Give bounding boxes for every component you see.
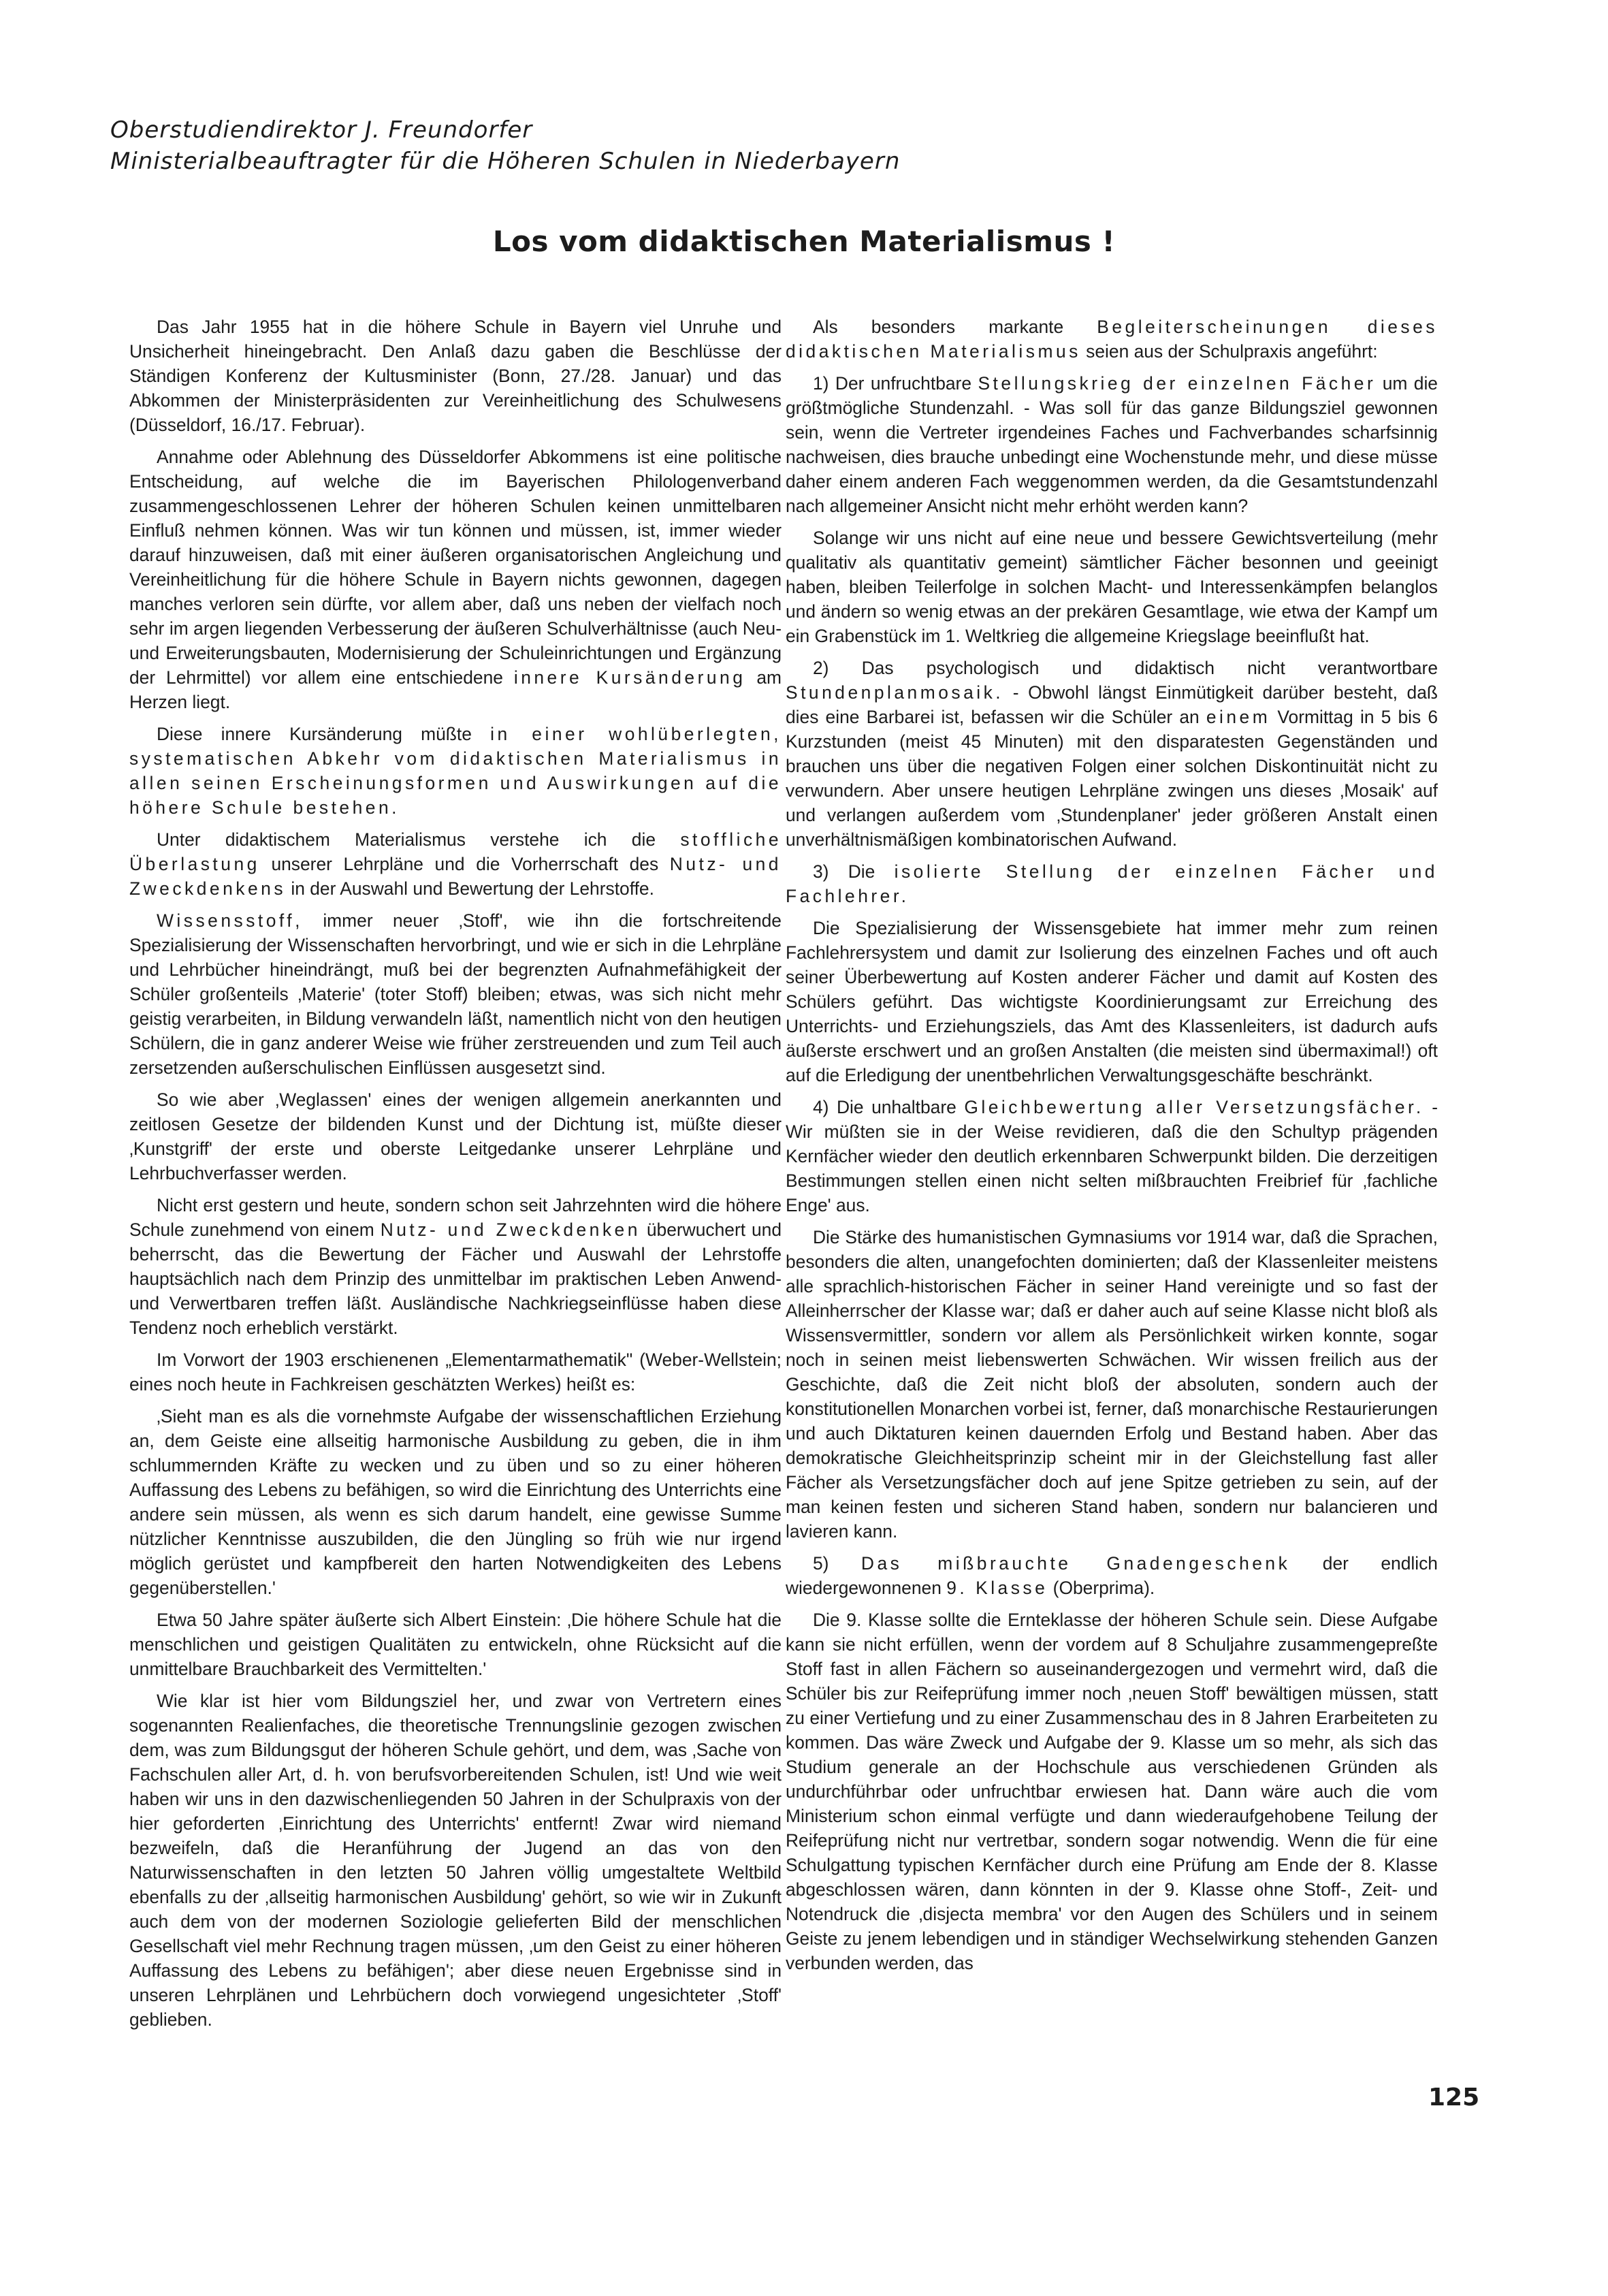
paragraph: Das Jahr 1955 hat in die höhere Schule in Bayern viel Unruhe und Unsicherheit hineingebracht. Den Anlaß dazu gaben die Beschlüsse der Ständigen Konferenz der Kultusminister (Bonn, 27./28. Januar) und das Abkommen der Ministerpräsidenten zur Vereinheitlichung des Schulwesens (Düsseldorf, 16./17. Februar).	[129, 317, 782, 435]
paragraph: Als besonders markante Begleiterscheinungen dieses didaktischen Materialismus seien aus der Schulpraxis angeführt:	[786, 317, 1438, 362]
paragraph: Nicht erst gestern und heute, sondern schon seit Jahrzehnten wird die höhere Schule zunehmend von einem Nutz- und Zweckdenken überwuchert und beherrscht, das die Bewertung der Fächer und Auswahl der Lehrstoffe hauptsächlich nach dem Prinzip des unmittelbar im praktischen Leben Anwend- und Verwertbaren treffen läßt. Ausländische Nachkriegseinflüsse haben diese Tendenz noch erheblich verstärkt.	[129, 1195, 782, 1338]
paragraph: Die 9. Klasse sollte die Ernteklasse der höheren Schule sein. Diese Aufgabe kann sie nicht erfüllen, wenn der vordem auf 8 Schuljahre zusammengepreßte Stoff fast in allen Fächern so auseinandergezogen und vermehrt wird, daß die Schüler bis zur Reifeprüfung immer noch ‚neuen Stoff' bewältigen müssen, statt zu einer Vertiefung und zu einer Zusammenschau des in 8 Jahren Erarbeiteten zu kommen. Das wäre Zweck und Aufgabe der 9. Klasse um so mehr, als sich das Studium generale an der Hochschule aus verschiedenen Gründen als undurchführbar oder unfruchtbar erwiesen hat. Dann wäre auch die vom Ministerium schon einmal verfügte und dann wiederaufgehobene Teilung der Reifeprüfung nicht nur vertretbar, sondern sogar notwendig. Wenn die für eine Schulgattung typischen Kernfächer durch eine Prüfung am Ende der 8. Klasse abgeschlossen wären, dann könnten in der 9. Klasse ohne Stoff-, Zeit- und Notendruck die ‚disjecta membra' vor den Augen des Schülers und in seinem Geiste zu jenem lebendigen und in ständiger Wechselwirkung stehenden Ganzen verbunden werden, das	[786, 1610, 1438, 1973]
author-position: Ministerialbeauftragter für die Höheren Schulen in Niederbayern	[110, 148, 901, 175]
paragraph: Diese innere Kursänderung müßte in einer wohlüberlegten, systematischen Abkehr vom didaktischen Materialismus in allen seinen Erscheinungsformen und Auswirkungen auf die höhere Schule bestehen.	[129, 724, 782, 818]
left-column	[129, 315, 782, 2039]
author-block	[110, 114, 1404, 177]
paragraph: Wissensstoff, immer neuer ‚Stoff', wie ihn die fortschreitende Spezialisierung der Wissenschaften hervorbringt, und wie er sich in die Lehrpläne und Lehrbücher hineindrängt, muß bei der begrenzten Aufnahmefähigkeit der Schüler großenteils ‚Materie' (toter Stoff) bleiben; etwas, was sich nicht mehr geistig verarbeiten, in Bildung verwandeln läßt, namentlich nicht von den heutigen Schülern, die in ganz anderer Weise wie früher zerstreuenden und zum Teil auch zersetzenden außerschulischen Einflüssen ausgesetzt sind.	[129, 910, 782, 1078]
quote-paragraph: ‚Sieht man es als die vornehmste Aufgabe der wissenschaftlichen Erziehung an, dem Geiste eine allseitig harmonische Ausbildung zu geben, die in ihm schlummernden Kräfte zu wecken und zu üben und so zu einer höheren Auffassung des Lebens zu befähigen, so wird die Einrichtung des Unterrichts eine andere sein müssen, als wenn es sich darum handelt, eine gewisse Summe nützlicher Kenntnisse auszubilden, die den Jüngling so früh wie nur irgend möglich gerüstet und kampfbereit den harten Notwendigkeiten des Lebens gegenüberstellen.'	[129, 1406, 782, 1598]
paragraph: Annahme oder Ablehnung des Düsseldorfer Abkommens ist eine politische Entscheidung, auf welche die im Bayerischen Philologenverband zusammengeschlossenen Lehrer der höheren Schulen keinen unmittelbaren Einfluß nehmen können. Was wir tun können und müssen, ist, immer wieder darauf hinzuweisen, daß mit einer äußeren organisatorischen Angleichung und Vereinheitlichung für die höhere Schule in Bayern nichts gewonnen, dagegen manches verloren sein dürfte, vor allem aber, daß uns neben der vielfach noch sehr im argen liegenden Verbesserung der äußeren Schulverhältnisse (auch Neu- und Erweiterungsbauten, Modernisierung der Schuleinrichtungen und Ergänzung der Lehrmittel) vor allem eine entschiedene innere Kursänderung am Herzen liegt.	[129, 447, 782, 712]
paragraph: Unter didaktischem Materialismus verstehe ich die stoffliche Überlastung unserer Lehrpläne und die Vorherrschaft des Nutz- und Zweckdenkens in der Auswahl und Bewertung der Lehrstoffe.	[129, 829, 782, 899]
paragraph: 3) Die isolierte Stellung der einzelnen Fächer und Fachlehrer.	[786, 861, 1438, 906]
right-column	[786, 315, 1438, 1983]
paragraph: Solange wir uns nicht auf eine neue und bessere Gewichtsverteilung (mehr qualitativ als quantitativ gemeint) sämtlicher Fächer besonnen und geeinigt haben, bleiben Teilerfolge in solchen Macht- und Interessenkämpfen belanglos und ändern so wenig etwas an der prekären Gesamtlage, wie etwa der Kampf um ein Grabenstück im 1. Weltkrieg die allgemeine Kriegslage beeinflußt hat.	[786, 528, 1438, 646]
paragraph: 1) Der unfruchtbare Stellungskrieg der einzelnen Fächer um die größtmögliche Stundenzahl. - Was soll für das ganze Bildungsziel gewonnen sein, wenn die Vertreter irgendeines Faches und Fachverbandes scharfsinnig nachweisen, dies brauche unbedingt eine Wochenstunde mehr, und diese müsse daher einem anderen Fach weggenommen werden, da die Gesamtstundenzahl nach allgemeiner Ansicht nicht mehr erhöht werden kann?	[786, 373, 1438, 516]
paragraph: Im Vorwort der 1903 erschienenen „Elementarmathematik" (Weber-Wellstein; eines noch heute in Fachkreisen geschätzten Werkes) heißt es:	[129, 1350, 782, 1394]
paragraph: Die Spezialisierung der Wissensgebiete hat immer mehr zum reinen Fachlehrersystem und damit zur Isolierung des einzelnen Faches und oft auch seiner Überbewertung auf Kosten anderer Fächer und damit auf Kosten des Schülers geführt. Das wichtigste Koordinierungsamt zur Erreichung des Unterrichts- und Erziehungsziels, das Amt des Klassenleiters, ist dadurch aufs äußerste erschwert und an großen Anstalten (die meisten sind übermaximal!) oft auf die Erledigung der unentbehrlichen Verwaltungsgeschäfte beschränkt.	[786, 918, 1438, 1085]
paragraph: 2) Das psychologisch und didaktisch nicht verantwortbare Stundenplanmosaik. - Obwohl längst Einmütigkeit darüber besteht, daß dies eine Barbarei ist, befassen wir die Schüler an einem Vormittag in 5 bis 6 Kurzstunden (meist 45 Minuten) mit den disparatesten Gegenständen und brauchen uns über die negativen Folgen einer solchen Diskontinuität nicht zu verwundern. Aber unsere heutigen Lehrpläne zwingen uns dieses ‚Mosaik' auf und verlangen außerdem vom ‚Stundenplaner' jeder größeren Anstalt einen unverhältnismäßigen kombinatorischen Aufwand.	[786, 658, 1438, 850]
page-number: 125	[1428, 2084, 1480, 2111]
paragraph: So wie aber ‚Weglassen' eines der wenigen allgemein anerkannten und zeitlosen Gesetze der bildenden Kunst und der Dichtung ist, müßte dieser ‚Kunstgriff' der erste und oberste Leitgedanke unserer Lehrpläne und Lehrbuchverfasser werden.	[129, 1089, 782, 1183]
paragraph: Etwa 50 Jahre später äußerte sich Albert Einstein: ‚Die höhere Schule hat die menschlichen und geistigen Qualitäten zu entwickeln, ohne Rücksicht auf die unmittelbare Brauchbarkeit des Vermittelten.'	[129, 1610, 782, 1679]
paragraph: Die Stärke des humanistischen Gymnasiums vor 1914 war, daß die Sprachen, besonders die alten, unangefochten dominierten; daß der Klassenleiter meistens alle sprachlich-historischen Fächer in seiner Hand vereinigte und so fast der Alleinherrscher der Klasse war; daß er daher auch auf seine Klasse nicht bloß als Wissensvermittler, sondern vor allem als Persönlichkeit wirken konnte, sogar noch in seinen meist liebenswerten Schwächen. Wir wissen freilich aus der Geschichte, daß die Zeit nicht bloß der absoluten, sondern auch der konstitutionellen Monarchen vorbei ist, ferner, daß monarchische Restaurierungen und auch Diktaturen keinen dauernden Erfolg und Bestand haben. Aber das demokratische Gleichheitsprinzip scheint mir in der Gleichstellung fast aller Fächer als Versetzungsfächer doch auf jene Spitze getrieben zu sein, auf der man keinen festen und sicheren Stand haben, sondern nur balancieren und lavieren kann.	[786, 1227, 1438, 1542]
article-title: Los vom didaktischen Materialismus !	[492, 225, 1116, 258]
paragraph: 5) Das mißbrauchte Gnadengeschenk der endlich wiedergewonnenen 9. Klasse (Oberprima).	[786, 1553, 1438, 1598]
author-name: Oberstudiendirektor J. Freundorfer	[110, 116, 533, 144]
paragraph: 4) Die unhaltbare Gleichbewertung aller Versetzungsfächer. - Wir müßten sie in der Weise revidieren, daß die den Schultyp prägenden Kernfächer wieder den deutlich erkennbaren Schwerpunkt bilden. Die derzeitigen Bestimmungen stellen einen nicht selten mißbrauchten Freibrief für ‚fachliche Enge' aus.	[786, 1097, 1438, 1215]
paragraph: Wie klar ist hier vom Bildungsziel her, und zwar von Vertretern eines sogenannten Realienfaches, die theoretische Trennungslinie gezogen zwischen dem, was zum Bildungsgut der höheren Schule gehört, und dem, was ‚Sache von Fachschulen aller Art, d. h. von berufsvorbereitenden Schulen, ist! Und wie weit haben wir uns in den dazwischenliegenden 50 Jahren in der Schulpraxis von der hier geforderten ‚Einrichtung des Unterrichts' entfernt! Zwar wird niemand bezweifeln, daß die Heranführung der Jugend an das von den Naturwissenschaften in den letzten 50 Jahren völlig umgestaltete Weltbild ebenfalls zu der ‚allseitig harmonischen Ausbildung' gehört, so wie wir in Zukunft auch dem von der modernen Soziologie gelieferten Bild der menschlichen Gesellschaft viel mehr Rechnung tragen müssen, ‚um den Geist zu einer höheren Auffassung des Lebens zu befähigen'; aber diese neuen Ergebnisse sind in unseren Lehrplänen und Lehrbüchern doch vorwiegend ungesichteter ‚Stoff' geblieben.	[129, 1691, 782, 2030]
